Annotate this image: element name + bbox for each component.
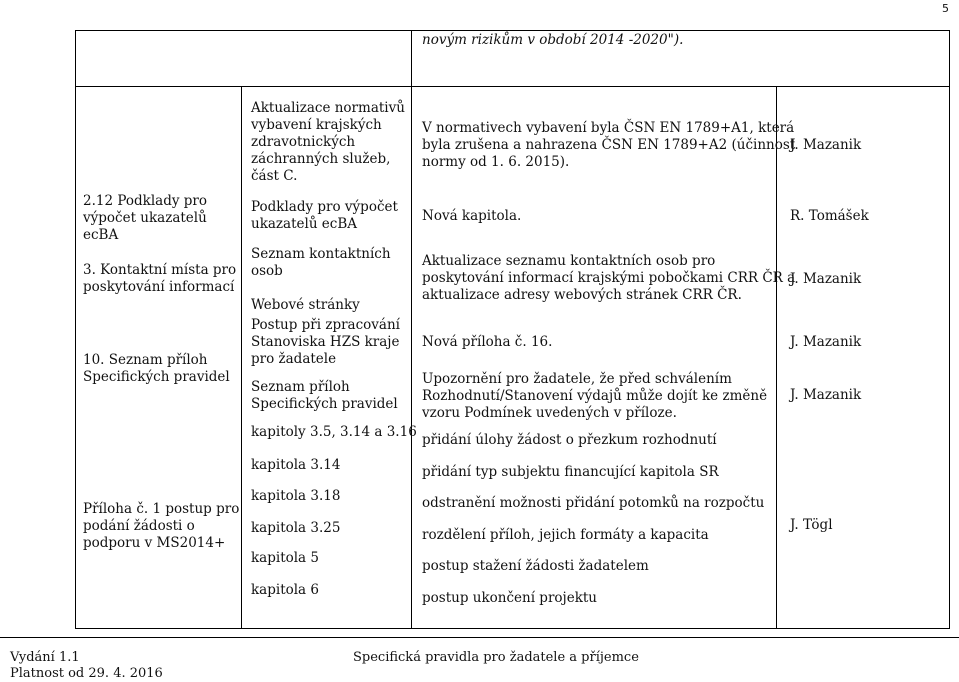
- col3-item-6: přidání úlohy žádost o přezkum rozhodnutí: [422, 432, 717, 448]
- footer-version: Vydání 1.1: [10, 650, 80, 665]
- col3-item-1: V normativech vybavení byla ČSN EN 1789+A1, která byla zrušena a nahrazena ČSN EN 1789+A2 (účinnost normy od 1. 6. 2015).: [422, 120, 796, 170]
- col2-item-9: kapitola 3.18: [251, 488, 341, 504]
- table-border-col2: [241, 86, 242, 628]
- footer-valid-from: Platnost od 29. 4. 2016: [10, 666, 163, 681]
- col1-item-4: Příloha č. 1 postup pro podání žádosti o podporu v MS2014+: [83, 501, 240, 551]
- col2-item-3: Seznam kontaktních osob: [251, 246, 391, 279]
- col2-item-11: kapitola 5: [251, 550, 319, 566]
- col2-item-1: Aktualizace normativů vybavení krajských zdravotnických záchranných služeb, část C.: [251, 100, 405, 184]
- col3-item-7: přidání typ subjektu financující kapitola SR: [422, 464, 719, 480]
- col4-author-6: J. Tögl: [790, 517, 833, 533]
- table-border-left: [75, 30, 76, 628]
- col4-author-3: J. Mazanik: [790, 271, 862, 287]
- col2-item-2: Podklady pro výpočet ukazatelů ecBA: [251, 199, 398, 232]
- col3-item-4: Nová příloha č. 16.: [422, 334, 553, 350]
- col4-author-2: R. Tomášek: [790, 208, 869, 224]
- page-number: 5: [942, 2, 949, 15]
- col1-item-1: 2.12 Podklady pro výpočet ukazatelů ecBA: [83, 193, 207, 243]
- col3-item-5: Upozornění pro žadatele, že před schválením Rozhodnutí/Stanovení výdajů může dojít ke změně vzoru Podmínek uvedených v příloze.: [422, 371, 768, 421]
- table-border-col3: [411, 30, 412, 628]
- col3-item-3: Aktualizace seznamu kontaktních osob pro poskytování informací krajskými pobočkami CRR ČR a aktualizace adresy webových stránek CRR ČR.: [422, 253, 796, 303]
- col3-item-2: Nová kapitola.: [422, 208, 522, 224]
- col4-author-1: J. Mazanik: [790, 137, 862, 153]
- col2-item-8: kapitola 3.14: [251, 457, 341, 473]
- footer-divider: [0, 637, 959, 638]
- col2-item-5: Postup při zpracování Stanoviska HZS kraje pro žadatele: [251, 317, 400, 367]
- col2-item-4: Webové stránky: [251, 297, 360, 313]
- footer-title: Specifická pravidla pro žadatele a příjemce: [353, 650, 639, 665]
- col1-item-3: 10. Seznam příloh Specifických pravidel: [83, 352, 230, 385]
- col3-item-10: postup stažení žádosti žadatelem: [422, 558, 649, 574]
- col3-item-11: postup ukončení projektu: [422, 590, 597, 606]
- col2-item-6: Seznam příloh Specifických pravidel: [251, 379, 398, 412]
- col4-author-5: J. Mazanik: [790, 387, 862, 403]
- col2-item-10: kapitola 3.25: [251, 520, 341, 536]
- col2-item-7: kapitoly 3.5, 3.14 a 3.16: [251, 424, 417, 440]
- table-border-top: [75, 30, 950, 31]
- col3-item-8: odstranění možnosti přidání potomků na rozpočtu: [422, 495, 765, 511]
- col3-item-9: rozdělení příloh, jejich formáty a kapacita: [422, 527, 709, 543]
- col4-author-4: J. Mazanik: [790, 334, 862, 350]
- table-border-bottom: [75, 628, 950, 629]
- intro-text: novým rizikům v období 2014 -2020").: [422, 32, 684, 48]
- col1-item-2: 3. Kontaktní místa pro poskytování informací: [83, 262, 237, 295]
- table-row-divider: [75, 86, 950, 87]
- col2-item-12: kapitola 6: [251, 582, 319, 598]
- table-border-right: [949, 30, 950, 628]
